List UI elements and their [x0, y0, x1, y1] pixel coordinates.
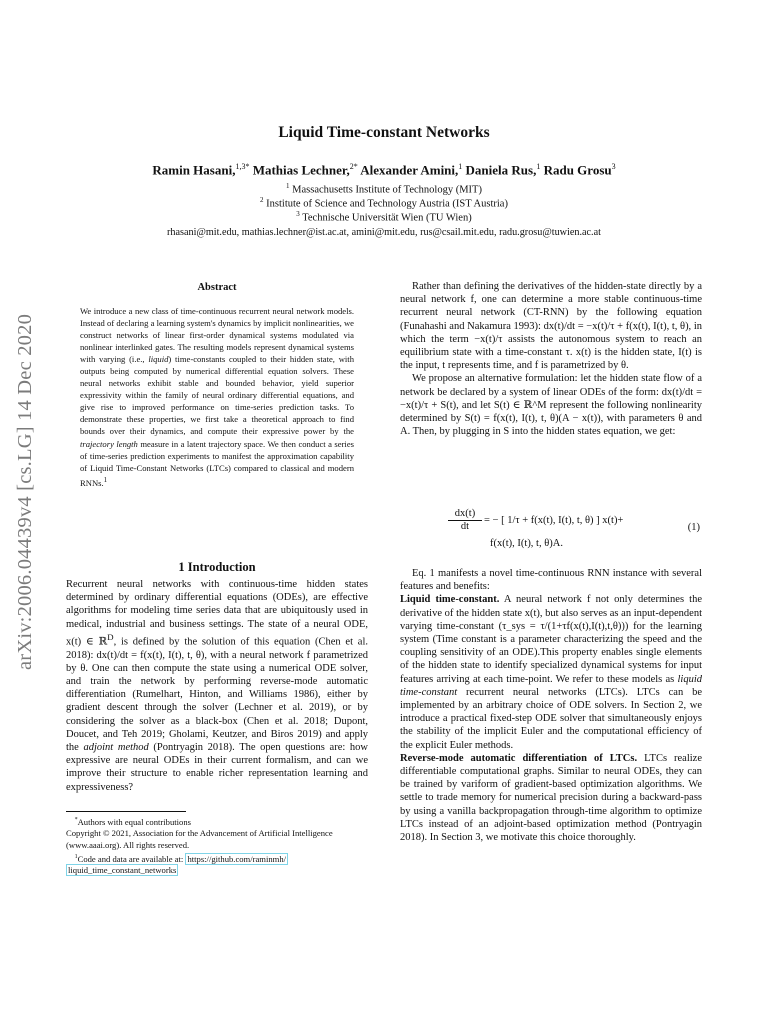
- equation-line-1: = − [ 1/τ + f(x(t), I(t), t, θ) ] x(t)+: [484, 515, 624, 526]
- affiliation: [0, 196, 768, 210]
- right-column-bottom: [400, 567, 702, 844]
- author-affil-mark: 1: [536, 162, 541, 171]
- equation-lhs: [448, 508, 482, 532]
- right-column-top: [400, 280, 702, 438]
- intro-emphasis: adjoint method: [83, 741, 149, 753]
- affiliation-text: Technische Universität Wien (TU Wien): [302, 212, 472, 224]
- equation-denominator: dt: [460, 521, 470, 532]
- footnote-copyright: Copyright © 2021, Association for the Advancement of Artificial Intelligence (www.aaai.org). All rights reserved.: [66, 828, 333, 851]
- paper-title: Liquid Time-constant Networks: [278, 124, 490, 141]
- equation-numerator: dx(t): [448, 508, 482, 521]
- author-name: Ramin Hasani,: [152, 162, 236, 178]
- footnote-code: $^1$Code and data are available at: https://github.com/raminmh/ liquid_time_constant_networks: [68, 853, 287, 876]
- equation-number: (1): [687, 522, 700, 533]
- abstract-heading: Abstract: [197, 282, 237, 293]
- author-name: Radu Grosu: [543, 162, 612, 178]
- abstract-text: measure in a latent trajectory space. We then conduct a series of time-series prediction experiments to manifest the approximation capability of Liquid Time-Constant Networks (LTCs) compared to classical and modern RNNs.: [80, 438, 354, 488]
- body-text: A neural network f not only determines the derivative of the hidden state x(t), but also serves as an input-dependent varying time-constant (τ_sys = τ/(1+τf(x(t),I(t),t,θ))) for the learning system (Time constant is a parameter characterizing the speed and the coupling sensitivity of an ODE).This property enables single elements of the hidden state to identify specialized dynamical systems for input features arriving at each time-point. We refer to these models as: [400, 594, 703, 685]
- inline-equation: dx(t)/dt = −x(t)/τ + f(x(t), I(t), t, θ),: [543, 320, 692, 332]
- intro-text: Recurrent neural networks with continuous-time hidden states determined by ordinary differential equations (ODEs), are effective algorithms for modeling time series data that are ubiquitously used in medical, industrial and business settings. The state of a neural ODE, x(t) ∈ ℝ: [66, 579, 368, 648]
- footnote-mark: 1: [103, 475, 108, 484]
- body-text: Rather than defining the derivatives of the hidden-state directly by a neural network f, one can determine a more stable continuous-time recurrent neural network (CT-RNN) by the following equation (Funahashi and Nakamura 1993):: [400, 281, 702, 332]
- author-name: Alexander Amini,: [360, 162, 459, 178]
- paragraph-liquid-time-constant: [400, 593, 702, 751]
- affiliation-text: Institute of Science and Technology Austria (IST Austria): [266, 198, 508, 210]
- arxiv-stamp: arXiv:2006.04439v4 [cs.LG] 14 Dec 2020: [14, 313, 36, 670]
- author-list: [0, 162, 768, 178]
- paragraph-eq-benefits: Eq. 1 manifests a novel time-continuous RNN instance with several features and benefits:: [400, 568, 702, 593]
- body-text: in which the term −x(t)/τ assists the autonomous system to reach an equilibrium state with a time-constant τ. x(t) is the hidden state, I(t) is the input, t represents time, and f is parametrized by θ.: [400, 320, 703, 372]
- body-text: LTCs realize differentiable computational graphs. Similar to neural ODEs, they can be trained by variform of gradient-based optimization algorithms. We settle to trade memory for numerical precision during a backward-pass by using a vanilla backpropagation through-time algorithm to optimize LTCs instead of an adjoint-based optimization method (Pontryagin 2018). In Section 3, we motivate this choice thoroughly.: [400, 752, 702, 844]
- affiliation-number: 1: [286, 182, 290, 190]
- paragraph-run-in-heading: Liquid time-constant.: [400, 594, 500, 606]
- paragraph-reverse-mode: [400, 752, 702, 844]
- author-name: Mathias Lechner,: [252, 162, 350, 178]
- affiliation: [0, 210, 768, 224]
- footnote-text: Authors with equal contributions: [77, 816, 191, 827]
- footnote-divider: [66, 811, 186, 812]
- intro-superscript: D: [107, 631, 114, 642]
- abstract-emphasis: trajectory length: [80, 438, 138, 449]
- abstract-text: We introduce a new class of time-continuous recurrent neural network models. Instead of declaring a learning system's dynamics by implicit nonlinearities, we construct networks of linear first-order dynamical systems modulated via nonlinear interlinked gates. The resulting models represent dynamical systems with varying (i.e.,: [80, 306, 354, 365]
- footnote-text: Code and data are available at:: [77, 853, 184, 864]
- author-affil-mark: 1: [458, 162, 463, 171]
- affiliation-number: 3: [296, 210, 300, 218]
- body-text: recurrent neural networks (LTCs). LTCs can be implemented by an arbitrary choice of ODE solvers. In Section 2, we introduce a practical fixed-step ODE solver that simultaneously enjoys the stability of the implicit Euler and the computational efficiency of the explicit Euler methods.: [400, 686, 702, 751]
- author-affil-mark: 2*: [349, 162, 358, 171]
- code-link[interactable]: liquid_time_constant_networks: [68, 865, 177, 876]
- equation-1: [400, 508, 702, 556]
- code-link[interactable]: https://github.com/raminmh/: [187, 853, 287, 864]
- author-name: Daniela Rus,: [465, 162, 537, 178]
- abstract-emphasis: liquid: [148, 354, 169, 365]
- footnotes: [66, 815, 368, 877]
- intro-paragraph: [66, 578, 368, 794]
- footnote-equal-contribution: *Authors with equal contributions: [74, 816, 191, 827]
- author-emails: rhasani@mit.edu, mathias.lechner@ist.ac.at, amini@mit.edu, rus@csail.mit.edu, radu.grosu@tuwien.ac.at: [167, 227, 601, 238]
- equation-line-2: f(x(t), I(t), t, θ)A.: [490, 538, 563, 549]
- paragraph-run-in-heading: Reverse-mode automatic differentiation of LTCs.: [400, 752, 638, 764]
- section-heading-introduction: 1 Introduction: [178, 560, 256, 574]
- affiliation-number: 2: [260, 196, 264, 204]
- intro-text: (Pontryagin 2018). The open questions are: how expressive are neural ODEs in their current formalism, and can we improve their structure to enable richer representation learning and expressiveness?: [66, 741, 368, 793]
- author-affil-mark: 3: [611, 162, 616, 171]
- body-emphasis: liquid time-constant: [400, 673, 702, 698]
- author-affil-mark: 1,3*: [235, 162, 250, 171]
- intro-text: , is defined by the solution of this equation (Chen et al. 2018): dx(t)/dt = f(x(t), I(t), t, θ), with a neural network f parametrized by θ. One can then compute the state using a numerical ODE solver, and train the network by performing reverse-mode automatic differentiation (Rumelhart, Hinton, and Williams 1986), either by gradient descent through the solver (Lechner et al. 2019), or by considering the solver as a black-box (Chen et al. 2018; Dupont, Doucet, and Teh 2019; Gholami, Keutzer, and Biros 2019) and apply the: [66, 636, 368, 753]
- paragraph-ctrnn: [400, 280, 702, 372]
- paragraph-proposal: We propose an alternative formulation: let the hidden state flow of a network be declared by a system of linear ODEs of the form: dx(t)/dt = −x(t)/τ + S(t), and let S(t) ∈ ℝ^M represent the following nonlinearity determined by S(t) = f(x(t), I(t), t, θ)(A − x(t)), with parameters θ and A. Then, by plugging in S into the hidden states equation, we get:: [400, 373, 702, 438]
- affiliation-text: Massachusetts Institute of Technology (MIT): [292, 184, 482, 196]
- abstract-text: ) time-constants coupled to their hidden state, with outputs being computed by numerical differential equation solvers. These neural networks exhibit stable and bounded behavior, yield superior expressivity within the family of neural ordinary differential equations, and give rise to improved performance on time-series prediction tasks. To demonstrate these properties, we first take a theoretical approach to find bounds over their dynamics, and compute their expressive power by the: [80, 354, 354, 437]
- affiliation: [0, 182, 768, 196]
- abstract-body: [80, 305, 354, 489]
